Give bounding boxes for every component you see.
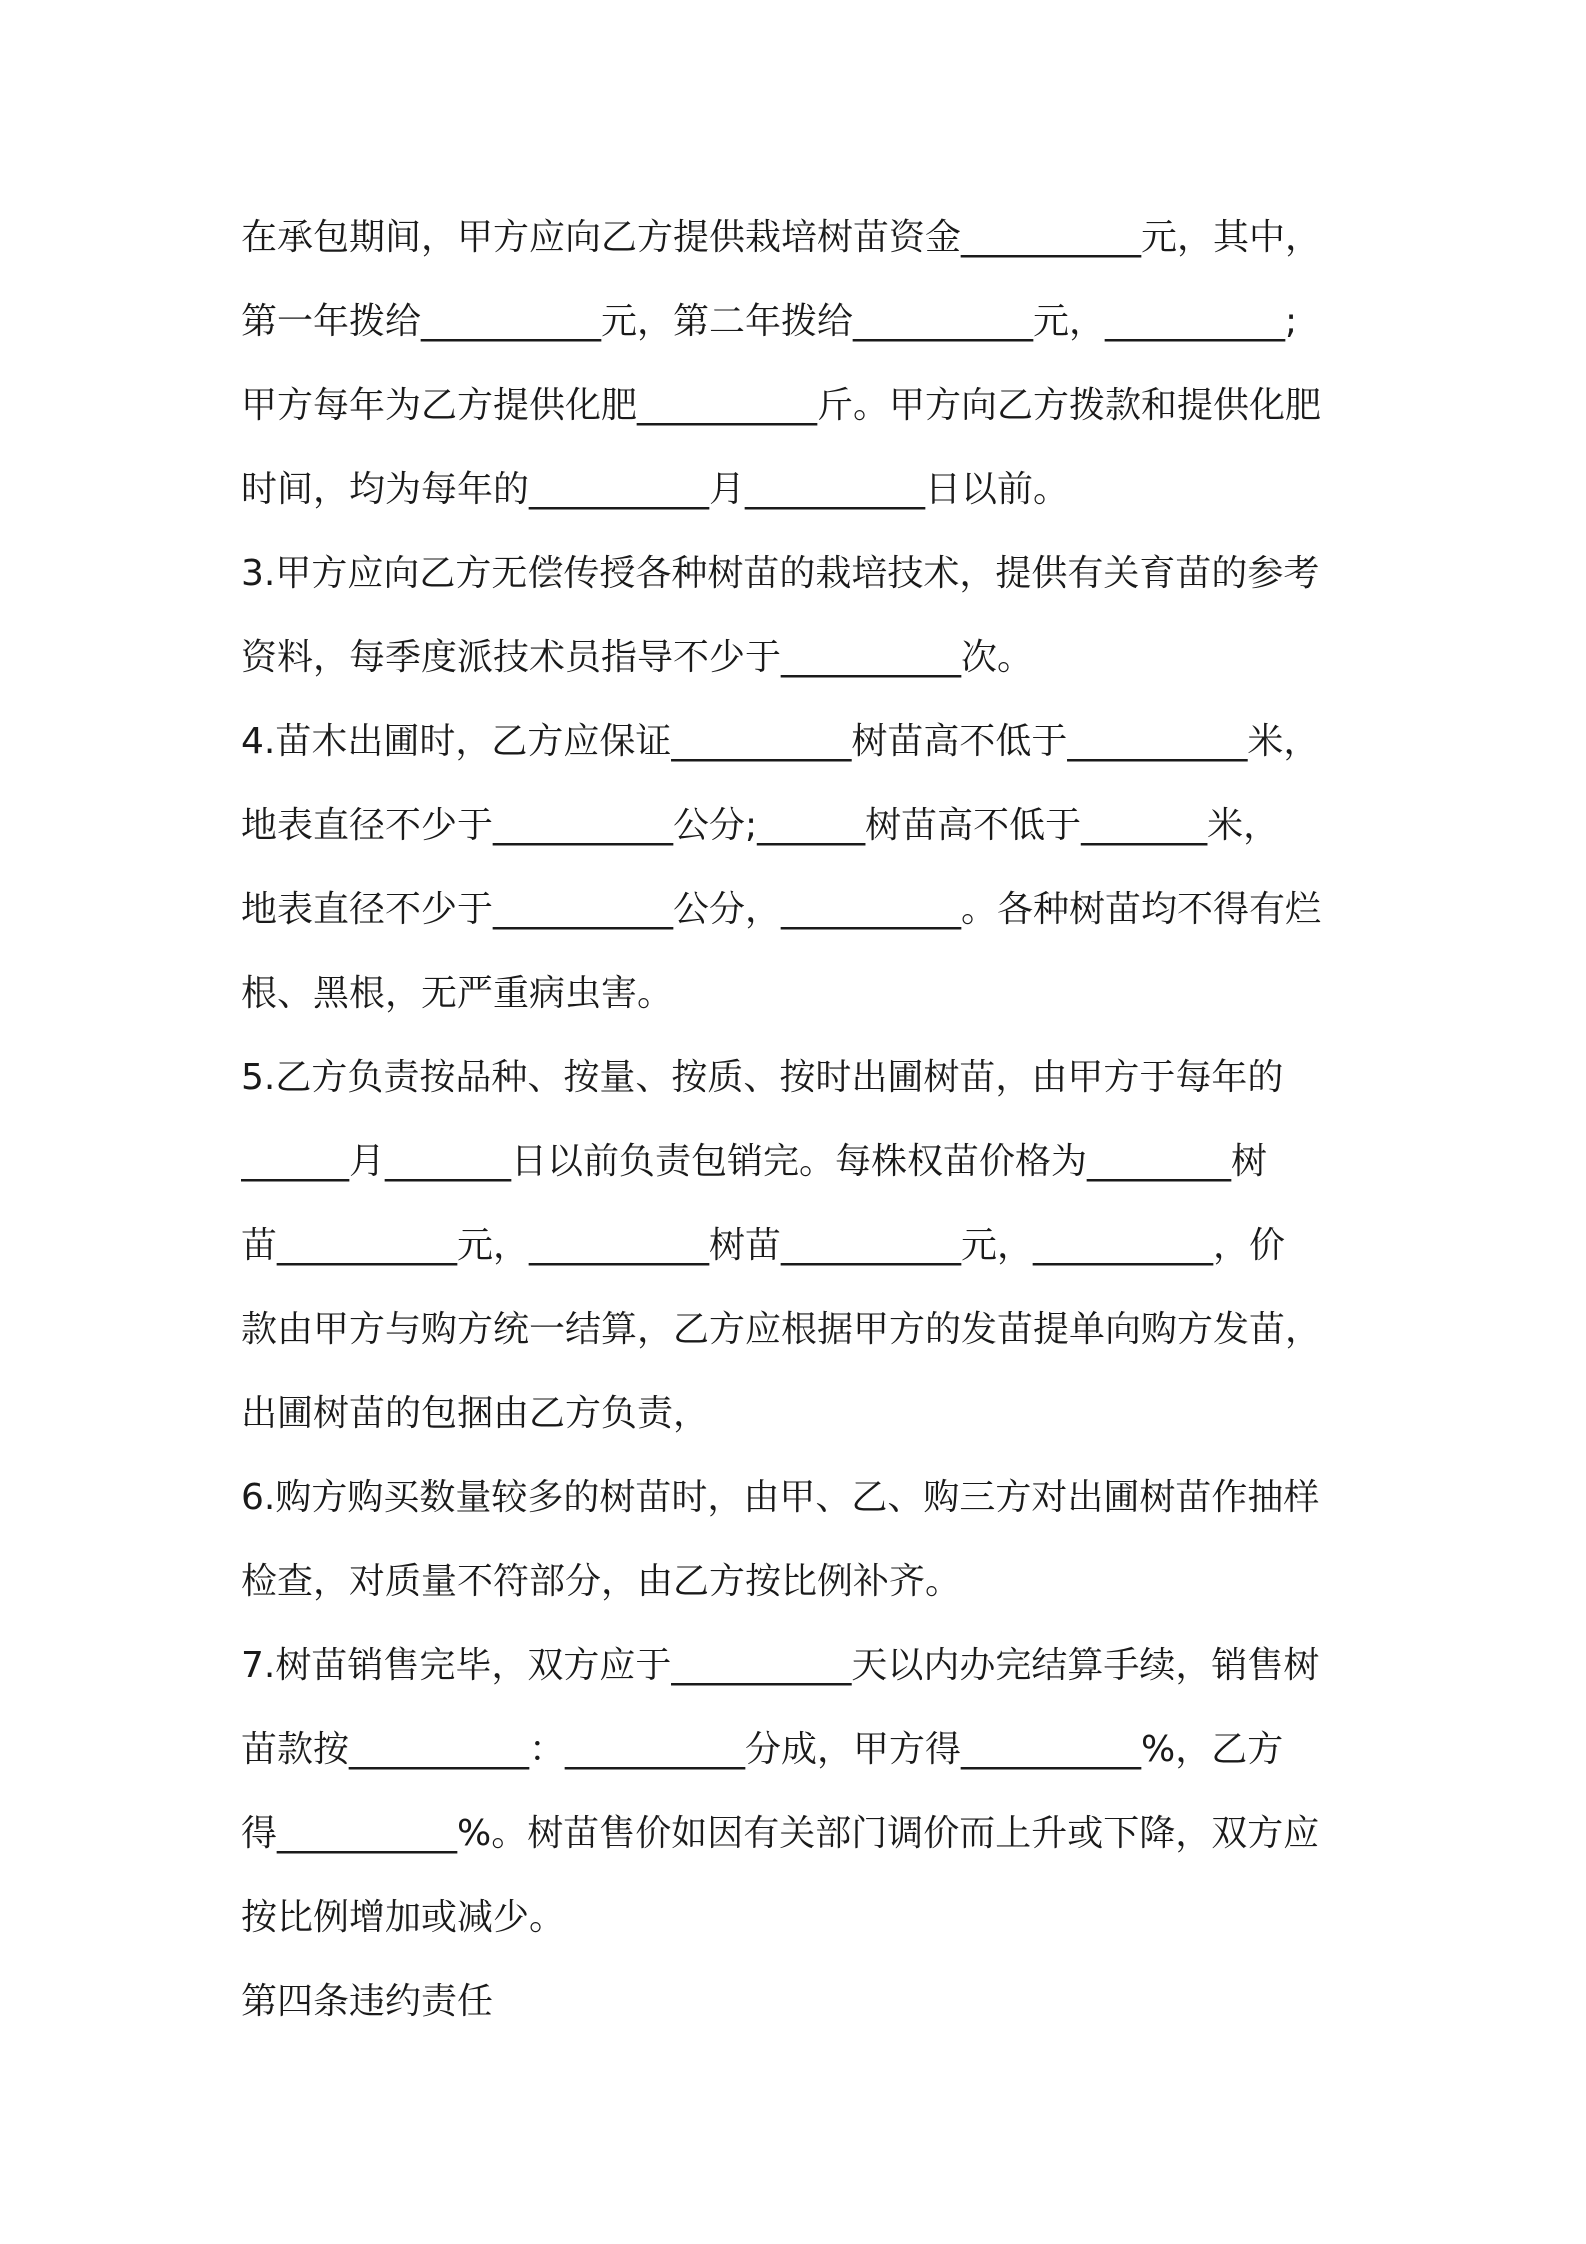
text-line-13: 苗__________元，__________树苗__________元，__________，价: [241, 1225, 1285, 1266]
contract-body: [241, 196, 1361, 2044]
text-line-21: 按比例增加或减少。: [241, 1897, 566, 1938]
text-line-19: 苗款按__________：__________分成，甲方得__________%，乙方: [241, 1729, 1284, 1770]
text-line-4: 时间，均为每年的__________月__________日以前。: [241, 469, 1070, 510]
text-line-17: 检查，对质量不符部分，由乙方按比例补齐。: [241, 1561, 962, 1602]
text-line-2: 第一年拨给__________元，第二年拨给__________元，__________;: [241, 301, 1298, 342]
text-line-18: 7.树苗销售完毕，双方应于__________天以内办完结算手续，销售树: [241, 1645, 1320, 1686]
text-line-3: 甲方每年为乙方提供化肥__________斤。甲方向乙方拨款和提供化肥: [241, 385, 1322, 426]
text-line-5: 3.甲方应向乙方无偿传授各种树苗的栽培技术，提供有关育苗的参考: [241, 553, 1320, 594]
text-line-9: 地表直径不少于__________公分，__________。各种树苗均不得有烂: [241, 889, 1322, 930]
text-line-14: 款由甲方与购方统一结算，乙方应根据甲方的发苗提单向购方发苗，: [241, 1309, 1322, 1350]
text-line-10: 根、黑根，无严重病虫害。: [241, 973, 674, 1014]
text-line-1: 在承包期间，甲方应向乙方提供栽培树苗资金__________元，其中，: [241, 217, 1322, 258]
text-line-7: 4.苗木出圃时，乙方应保证__________树苗高不低于__________米，: [241, 721, 1320, 762]
text-line-12: ______月_______日以前负责包销完。每株权苗价格为________树: [241, 1141, 1268, 1182]
text-line-6: 资料，每季度派技术员指导不少于__________次。: [241, 637, 1034, 678]
text-line-8: 地表直径不少于__________公分;______树苗高不低于_______米，: [241, 805, 1280, 846]
text-line-20: 得__________%。树苗售价如因有关部门调价而上升或下降，双方应: [241, 1813, 1320, 1854]
text-line-16: 6.购方购买数量较多的树苗时，由甲、乙、购三方对出圃树苗作抽样: [241, 1477, 1320, 1518]
section-heading: 第四条违约责任: [241, 1981, 494, 2022]
text-line-11: 5.乙方负责按品种、按量、按质、按时出圃树苗，由甲方于每年的: [241, 1057, 1284, 1098]
text-line-15: 出圃树苗的包捆由乙方负责，: [241, 1393, 710, 1434]
